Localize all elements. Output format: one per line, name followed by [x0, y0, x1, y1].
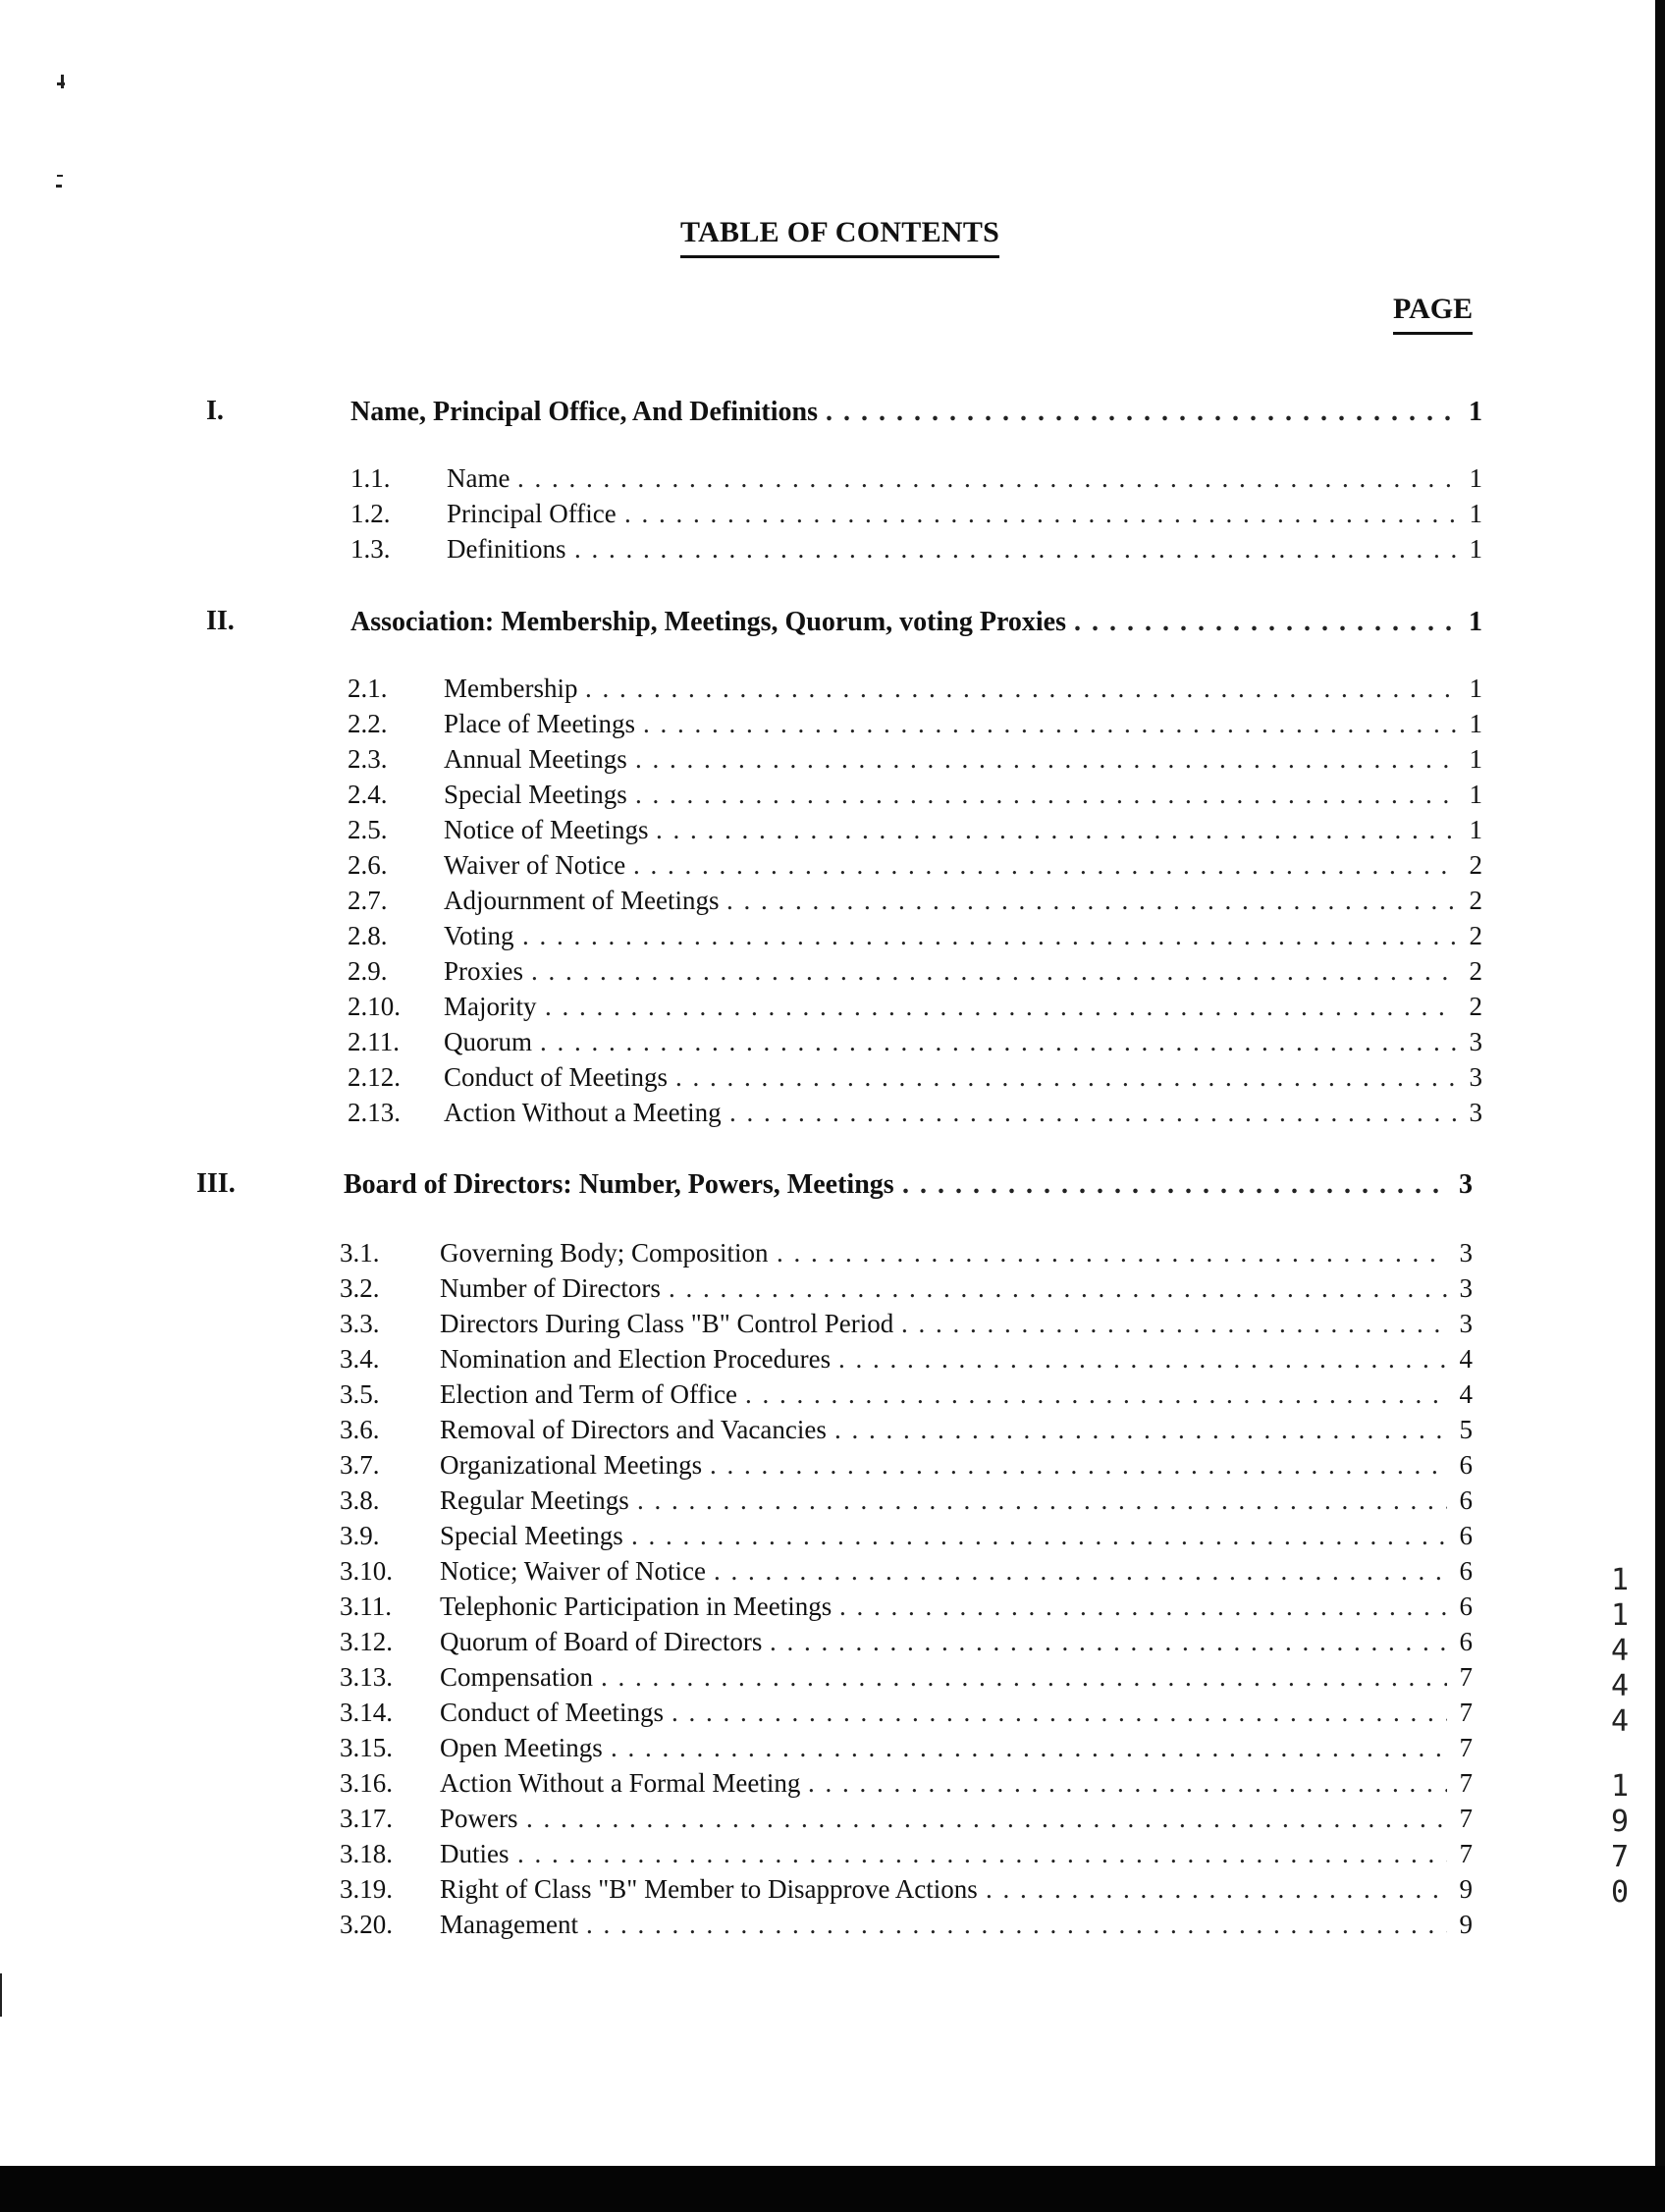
item-number: 3.2. — [340, 1273, 380, 1303]
item-number: 3.12. — [340, 1627, 393, 1656]
section-title: Association: Membership, Meetings, Quorum, voting Proxies — [350, 607, 1066, 637]
margin-code-digit: 4 — [1610, 1704, 1630, 1739]
toc-entry-row — [0, 815, 1665, 850]
page-number: 1 — [1469, 463, 1482, 493]
page-number: 2 — [1469, 850, 1482, 880]
dot-leader — [635, 744, 1457, 775]
toc-entry-row — [0, 1379, 1665, 1415]
toc-entry-row — [0, 921, 1665, 956]
toc-entry-row — [0, 1556, 1665, 1592]
item-label: Membership — [444, 674, 578, 703]
item-label: Duties — [440, 1839, 510, 1868]
item-label: Place of Meetings — [444, 709, 635, 738]
page-number: 9 — [1459, 1874, 1473, 1904]
page-number: 5 — [1459, 1415, 1473, 1444]
item-number: 3.15. — [340, 1733, 393, 1762]
dot-leader — [777, 1238, 1447, 1268]
section-heading-row — [0, 1169, 1665, 1205]
section-numeral: I. — [206, 396, 224, 426]
dot-leader — [586, 1910, 1447, 1940]
item-number: 3.20. — [340, 1910, 393, 1939]
item-label: Management — [440, 1910, 578, 1939]
dot-leader — [770, 1627, 1447, 1657]
item-number: 3.9. — [340, 1521, 380, 1550]
toc-entry-row — [0, 534, 1665, 569]
dot-leader — [834, 1415, 1447, 1445]
dot-leader — [808, 1768, 1447, 1799]
page-number: 6 — [1459, 1521, 1473, 1550]
item-label: Proxies — [444, 956, 523, 986]
dot-leader — [838, 1344, 1447, 1375]
item-number: 2.4. — [348, 780, 388, 809]
section-numeral: II. — [206, 606, 235, 636]
item-label: Directors During Class "B" Control Period — [440, 1309, 894, 1338]
item-number: 1.3. — [350, 534, 391, 564]
section-heading-row — [0, 607, 1665, 642]
dot-leader — [669, 1273, 1447, 1304]
item-number: 3.1. — [340, 1238, 380, 1268]
margin-code-digit: 4 — [1610, 1669, 1630, 1703]
item-number: 3.13. — [340, 1662, 393, 1692]
dot-leader — [826, 397, 1457, 428]
dot-leader — [540, 1027, 1457, 1057]
page-number: 1 — [1469, 397, 1482, 427]
margin-code — [1602, 1563, 1638, 1911]
page-number: 1 — [1469, 744, 1482, 774]
section-title: Name, Principal Office, And Definitions — [350, 397, 818, 427]
dot-leader — [902, 1169, 1447, 1201]
item-label: Special Meetings — [444, 780, 627, 809]
toc-entry-row — [0, 1874, 1665, 1910]
item-label: Regular Meetings — [440, 1485, 629, 1515]
item-label: Special Meetings — [440, 1521, 623, 1550]
item-label: Governing Body; Composition — [440, 1238, 769, 1268]
page-number: 4 — [1459, 1379, 1473, 1409]
item-label: Election and Term of Office — [440, 1379, 737, 1409]
page-number: 7 — [1459, 1839, 1473, 1868]
item-label: Removal of Directors and Vacancies — [440, 1415, 827, 1444]
toc-entry-row — [0, 1662, 1665, 1698]
item-number: 2.2. — [348, 709, 388, 738]
page-number: 3 — [1459, 1309, 1473, 1338]
item-number: 1.1. — [350, 463, 391, 493]
item-label: Organizational Meetings — [440, 1450, 703, 1480]
margin-code-digit: 1 — [1610, 1598, 1630, 1633]
dot-leader — [611, 1733, 1447, 1763]
margin-code-digit: 1 — [1610, 1563, 1630, 1597]
page-number: 1 — [1469, 709, 1482, 738]
toc-entry-row — [0, 1768, 1665, 1804]
margin-code-digit: 9 — [1610, 1805, 1630, 1839]
margin-code-digit: 0 — [1610, 1875, 1630, 1910]
dot-leader — [635, 780, 1457, 810]
item-number: 2.11. — [348, 1027, 400, 1056]
dot-leader — [522, 921, 1457, 951]
page-number: 3 — [1459, 1169, 1473, 1200]
item-number: 3.16. — [340, 1768, 393, 1798]
toc-entry-row — [0, 463, 1665, 499]
item-number: 2.9. — [348, 956, 388, 986]
dot-leader — [517, 463, 1457, 494]
page-number: 2 — [1469, 921, 1482, 950]
page-number: 2 — [1469, 956, 1482, 986]
page-number: 6 — [1459, 1627, 1473, 1656]
dot-leader — [839, 1592, 1447, 1622]
dot-leader — [714, 1556, 1447, 1587]
dot-leader — [585, 674, 1457, 704]
dot-leader — [601, 1662, 1447, 1693]
scan-speck-4 — [56, 185, 62, 188]
item-number: 2.7. — [348, 886, 388, 915]
item-label: Principal Office — [447, 499, 617, 528]
toc-entry-row — [0, 499, 1665, 534]
page-number: 1 — [1469, 674, 1482, 703]
dot-leader — [574, 534, 1457, 565]
scan-speck-2 — [61, 75, 64, 88]
dot-leader — [675, 1062, 1457, 1093]
toc-entry-row — [0, 1062, 1665, 1098]
item-number: 2.8. — [348, 921, 388, 950]
dot-leader — [631, 1521, 1447, 1551]
page-number: 1 — [1469, 534, 1482, 564]
item-number: 2.3. — [348, 744, 388, 774]
item-label: Telephonic Participation in Meetings — [440, 1592, 832, 1621]
item-number: 3.4. — [340, 1344, 380, 1374]
page-column-heading: PAGE — [1393, 293, 1473, 335]
item-label: Compensation — [440, 1662, 593, 1692]
item-label: Right of Class "B" Member to Disapprove Actions — [440, 1874, 978, 1904]
item-label: Action Without a Meeting — [444, 1098, 722, 1127]
section-title: Board of Directors: Number, Powers, Meetings — [344, 1169, 894, 1200]
page-number: 1 — [1469, 780, 1482, 809]
item-number: 2.6. — [348, 850, 388, 880]
item-label: Majority — [444, 992, 537, 1021]
scan-edge-line — [0, 1973, 2, 2017]
toc-entry-row — [0, 674, 1665, 709]
item-label: Quorum of Board of Directors — [440, 1627, 763, 1656]
dot-leader — [986, 1874, 1447, 1905]
item-label: Number of Directors — [440, 1273, 661, 1303]
page-number: 4 — [1459, 1344, 1473, 1374]
item-number: 3.14. — [340, 1698, 393, 1727]
item-number: 2.1. — [348, 674, 388, 703]
dot-leader — [671, 1698, 1447, 1728]
dot-leader — [531, 956, 1457, 987]
toc-entry-row — [0, 1027, 1665, 1062]
item-label: Adjournment of Meetings — [444, 886, 720, 915]
page-number: 6 — [1459, 1485, 1473, 1515]
page-number: 3 — [1459, 1273, 1473, 1303]
item-label: Name — [447, 463, 510, 493]
item-number: 2.13. — [348, 1098, 401, 1127]
page-number: 2 — [1469, 992, 1482, 1021]
page-number: 1 — [1469, 607, 1482, 637]
dot-leader — [729, 1098, 1457, 1128]
toc-entry-row — [0, 1839, 1665, 1874]
page-number: 7 — [1459, 1698, 1473, 1727]
item-label: Annual Meetings — [444, 744, 627, 774]
page-number: 6 — [1459, 1556, 1473, 1586]
toc-entry-row — [0, 1521, 1665, 1556]
page-number: 3 — [1469, 1098, 1482, 1127]
toc-title: TABLE OF CONTENTS — [680, 216, 999, 258]
item-number: 3.5. — [340, 1379, 380, 1409]
item-label: Action Without a Formal Meeting — [440, 1768, 801, 1798]
toc-entry-row — [0, 1698, 1665, 1733]
dot-leader — [901, 1309, 1447, 1339]
dot-leader — [517, 1839, 1447, 1869]
dot-leader — [633, 850, 1457, 881]
item-number: 3.19. — [340, 1874, 393, 1904]
toc-entry-row — [0, 1627, 1665, 1662]
dot-leader — [745, 1379, 1447, 1410]
scan-right-edge — [1655, 0, 1665, 2212]
item-number: 3.11. — [340, 1592, 392, 1621]
toc-entry-row — [0, 1098, 1665, 1133]
toc-entry-row — [0, 1733, 1665, 1768]
dot-leader — [624, 499, 1457, 529]
margin-code-digit: 7 — [1610, 1840, 1630, 1874]
item-label: Notice of Meetings — [444, 815, 649, 844]
item-number: 3.8. — [340, 1485, 380, 1515]
page-number: 6 — [1459, 1450, 1473, 1480]
item-label: Waiver of Notice — [444, 850, 626, 880]
item-label: Definitions — [447, 534, 566, 564]
toc-entry-row — [0, 1450, 1665, 1485]
scan-bottom-bar — [0, 2166, 1665, 2212]
toc-entry-row — [0, 1273, 1665, 1309]
toc-entry-row — [0, 886, 1665, 921]
item-number: 2.12. — [348, 1062, 401, 1092]
dot-leader — [526, 1804, 1447, 1834]
item-number: 3.7. — [340, 1450, 380, 1480]
dot-leader — [637, 1485, 1447, 1516]
page-number: 9 — [1459, 1910, 1473, 1939]
item-number: 3.6. — [340, 1415, 380, 1444]
toc-entry-row — [0, 780, 1665, 815]
toc-entry-row — [0, 1592, 1665, 1627]
toc-entry-row — [0, 744, 1665, 780]
item-number: 3.3. — [340, 1309, 380, 1338]
margin-code-digit: 1 — [1610, 1769, 1630, 1804]
page-number: 3 — [1469, 1027, 1482, 1056]
toc-entry-row — [0, 1344, 1665, 1379]
item-label: Quorum — [444, 1027, 532, 1056]
item-number: 2.10. — [348, 992, 401, 1021]
item-number: 3.18. — [340, 1839, 393, 1868]
dot-leader — [710, 1450, 1447, 1481]
section-numeral: III. — [196, 1168, 236, 1199]
toc-entry-row — [0, 1309, 1665, 1344]
dot-leader — [643, 709, 1457, 739]
page-number: 7 — [1459, 1804, 1473, 1833]
item-label: Conduct of Meetings — [444, 1062, 668, 1092]
dot-leader — [1074, 607, 1457, 638]
toc-entry-row — [0, 1910, 1665, 1945]
page-number: 1 — [1469, 815, 1482, 844]
page-number: 7 — [1459, 1733, 1473, 1762]
page-number: 6 — [1459, 1592, 1473, 1621]
page-number: 7 — [1459, 1768, 1473, 1798]
item-number: 3.10. — [340, 1556, 393, 1586]
scan-speck-3 — [57, 175, 63, 177]
dot-leader — [545, 992, 1457, 1022]
toc-entry-row — [0, 850, 1665, 886]
section-heading-row — [0, 397, 1665, 432]
item-label: Nomination and Election Procedures — [440, 1344, 832, 1374]
item-label: Voting — [444, 921, 514, 950]
item-label: Notice; Waiver of Notice — [440, 1556, 706, 1586]
item-label: Powers — [440, 1804, 518, 1833]
toc-entry-row — [0, 1238, 1665, 1273]
page-number: 7 — [1459, 1662, 1473, 1692]
item-label: Conduct of Meetings — [440, 1698, 664, 1727]
toc-entry-row — [0, 956, 1665, 992]
dot-leader — [656, 815, 1457, 845]
dot-leader — [726, 886, 1457, 916]
toc-entry-row — [0, 709, 1665, 744]
page-number: 3 — [1469, 1062, 1482, 1092]
toc-entry-row — [0, 1485, 1665, 1521]
item-label: Open Meetings — [440, 1733, 603, 1762]
item-number: 1.2. — [350, 499, 391, 528]
margin-code-digit: 4 — [1610, 1634, 1630, 1668]
toc-entry-row — [0, 1804, 1665, 1839]
page-number: 2 — [1469, 886, 1482, 915]
toc-entry-row — [0, 1415, 1665, 1450]
item-number: 3.17. — [340, 1804, 393, 1833]
page-number: 3 — [1459, 1238, 1473, 1268]
toc-entry-row — [0, 992, 1665, 1027]
item-number: 2.5. — [348, 815, 388, 844]
page-number: 1 — [1469, 499, 1482, 528]
